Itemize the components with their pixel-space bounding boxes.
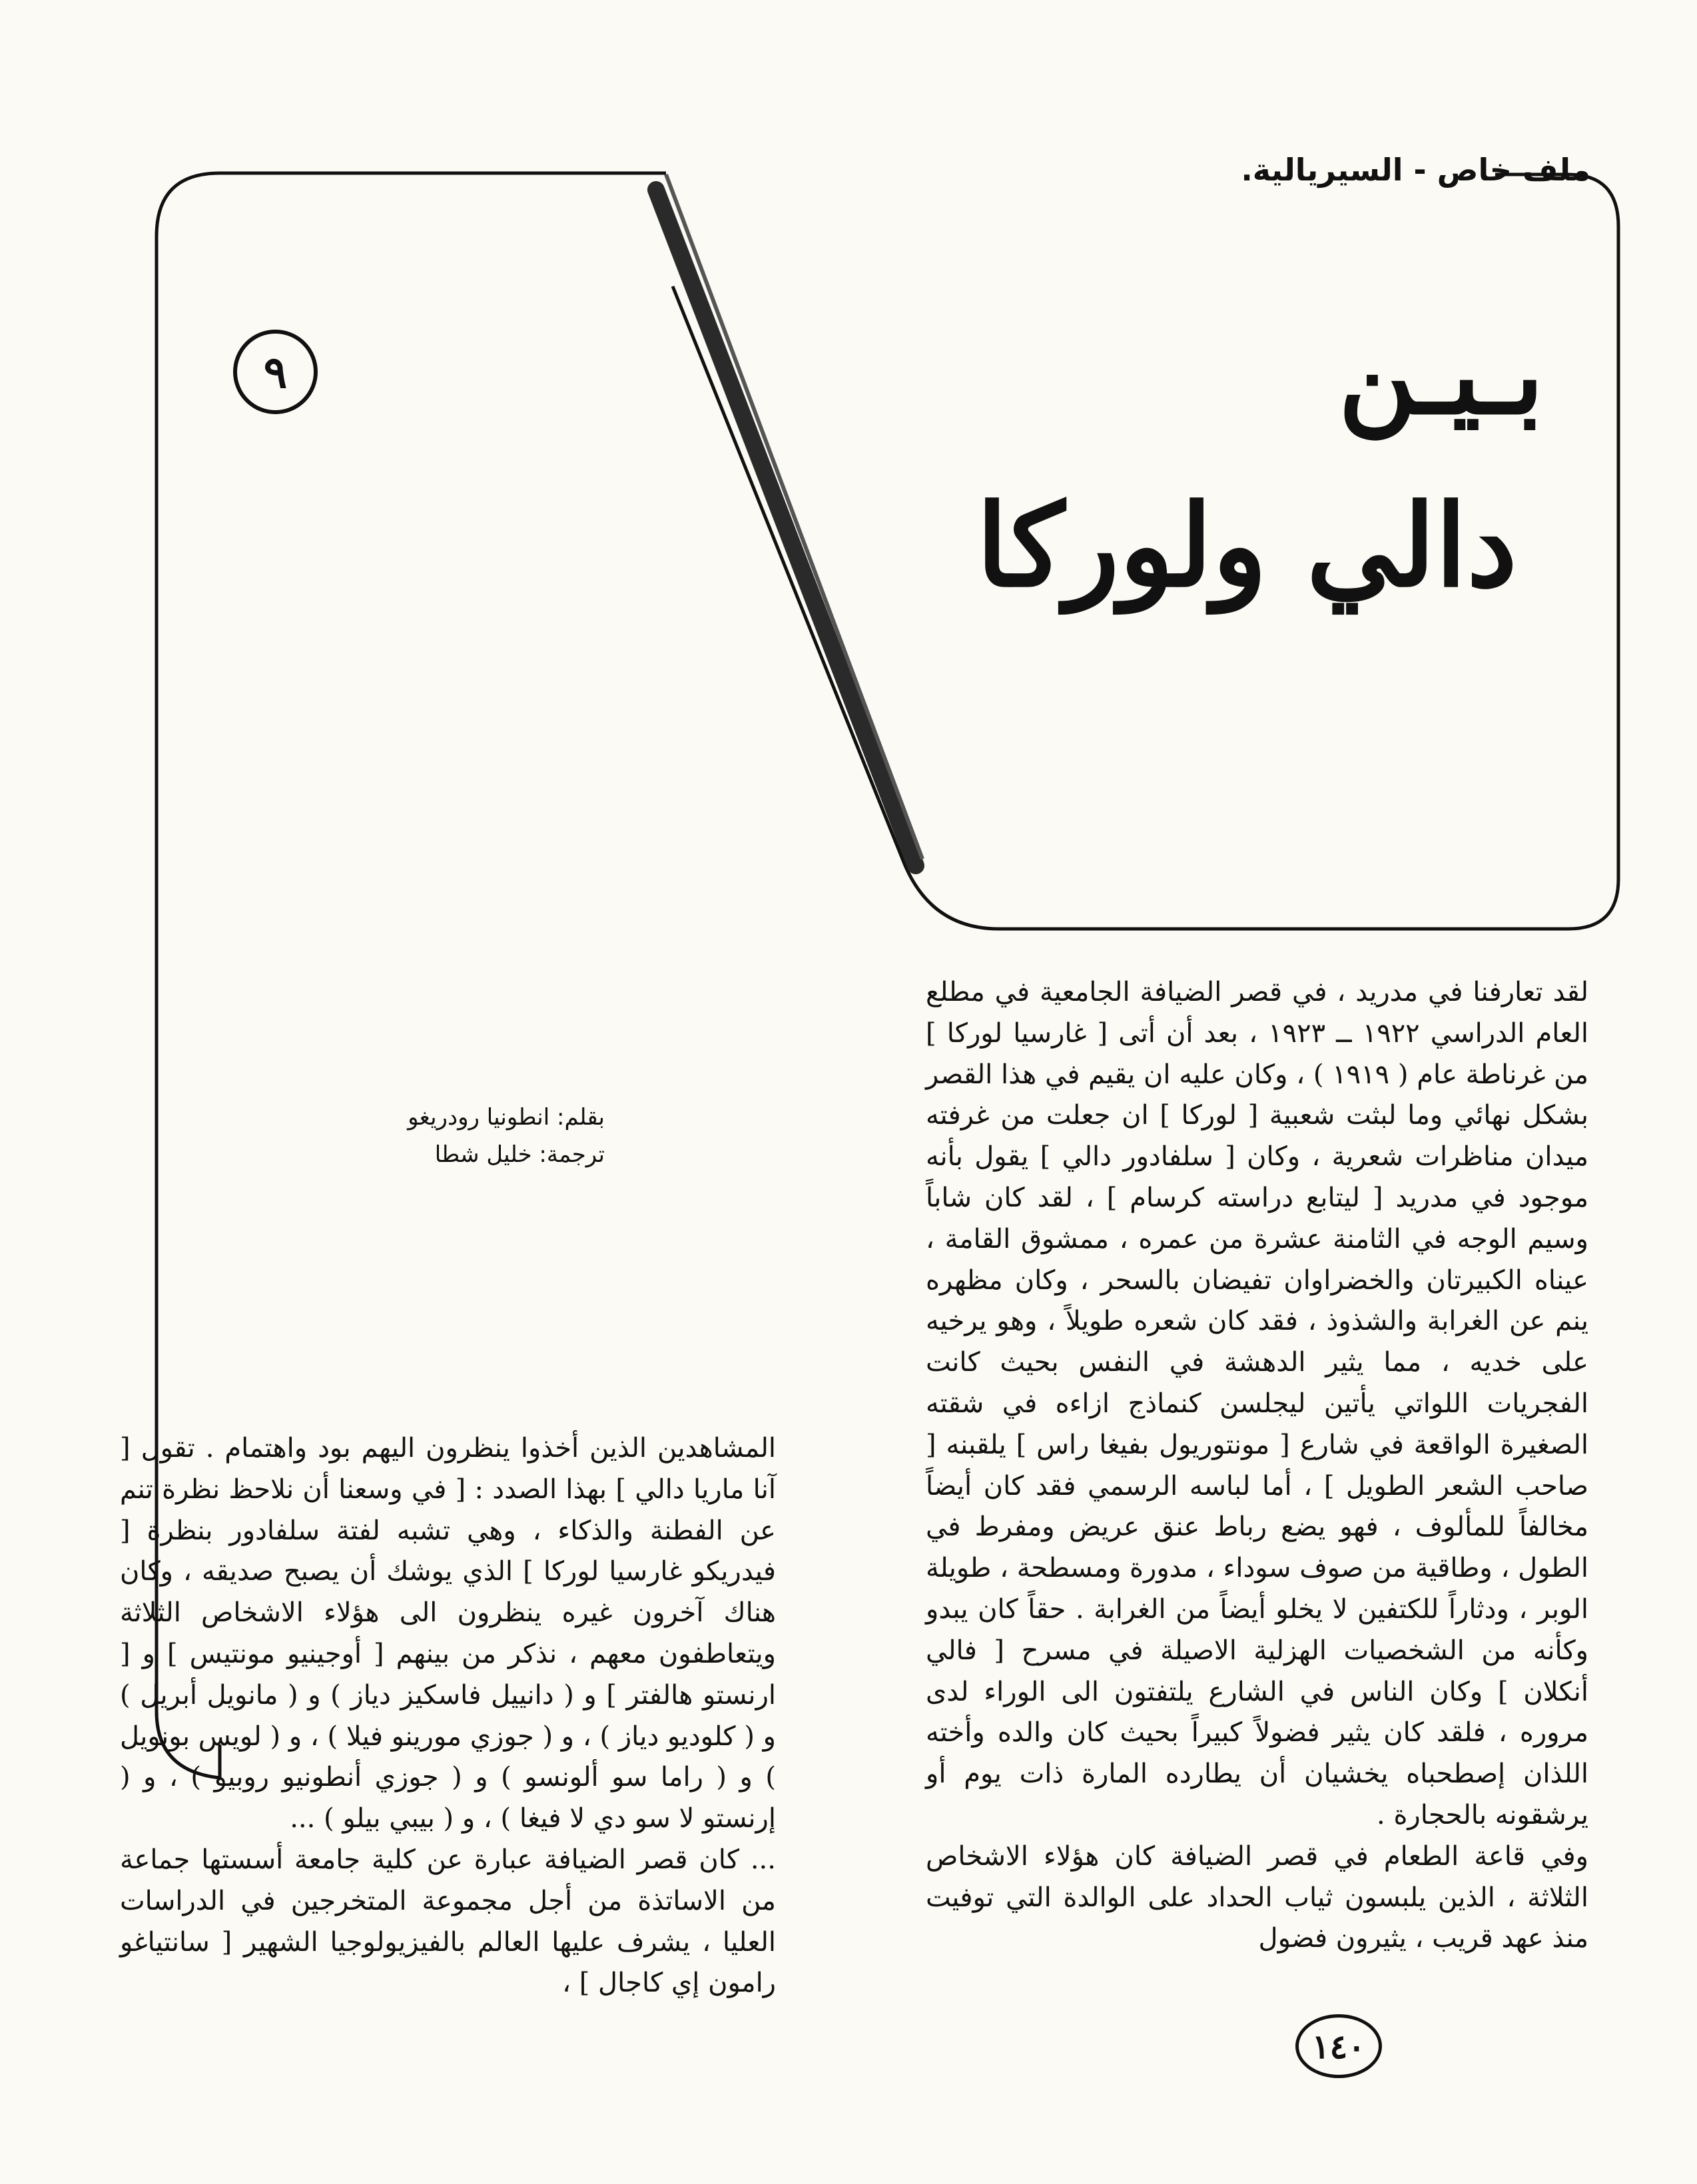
- paragraph: وفي قاعة الطعام في قصر الضيافة كان هؤلاء الاشخاص الثلاثة ، الذين يلبسون ثياب الحداد على الوالدة التي توفيت منذ عهد قريب ، يثيرون فضول: [926, 1840, 1588, 1954]
- issue-number: ٩: [263, 346, 288, 398]
- issue-number-badge: [233, 330, 318, 414]
- paragraph: لقد تعارفنا في مدريد ، في قصر الضيافة الجامعية في مطلع العام الدراسي ١٩٢٢ ــ ١٩٢٣ ، بعد أن أتى [ غارسيا لوركا ] من غرناطة عام ( ١٩١٩ ) ، وكان عليه ان يقيم في هذا القصر بشكل نهائي وما لبثت شعبية [ لوركا ] ان جعلت من غرفته ميدان مناظرات شعرية ، وكان [ سلفادور دالي ] يقول بأنه موجود في مدريد [ ليتابع دراسته كرسام ] ، لقد كان شاباً وسيم الوجه في الثامنة عشرة من عمره ، ممشوق القامة ، عيناه الكبيرتان والخضراوان تفيضان بالسحر ، وكان مظهره ينم عن الغرابة والشذوذ ، فقد كان شعره طويلاً ، وهو يرخيه على خديه ، مما يثير الدهشة في النفس بحيث كانت الفجريات اللواتي يأتين ليجلسن كنماذج ازاءه في شقته الصغيرة الواقعة في شارع [ مونتوريول بفيغا راس ] يلقبنه [ صاحب الشعر الطويل ] ، أما لباسه الرسمي فقد كان أيضاً مخالفاً للمألوف ، فهو يضع رباط عنق عريض ومفرط في الطول ، وطاقية من صوف سوداء ، مدورة ومسطحة ، طويلة الوبر ، ودثاراً للكتفين لا يخلو أيضاً من الغرابة . حقاً كان يبدو وكأنه من الشخصيات الهزلية الاصيلة في مسرح [ فالي أنكلان ] وكان الناس في الشارع يلتفتون الى الوراء لدى مروره ، فلقد كان يثير فضولاً كبيراً بحيث كان والده وأخته اللذان إصطحباه يخشيان أن يطارده المارة ذات يوم أو يرشقونه بالحجارة .: [926, 977, 1589, 1830]
- paragraph: ... كان قصر الضيافة عبارة عن كلية جامعة أسستها جماعة من الاساتذة من أجل مجموعة المتخرجين في الدراسات العليا ، يشرف عليها العالم بالفيزيولوجيا الشهير [ سانتياغو رامون إي كاجال ] ،: [120, 1844, 776, 1999]
- article-title-line-2: دالي ولوركا: [976, 479, 1517, 613]
- translator-credit: ترجمة: خليل شطا: [434, 1141, 605, 1168]
- page-number: ١٤٠: [1311, 2026, 1366, 2066]
- article-column-right: [926, 972, 1588, 1960]
- article-title-line-1: بـيـن: [1338, 313, 1544, 438]
- page-number-badge: [1295, 2014, 1382, 2078]
- paragraph: المشاهدين الذين أخذوا ينظرون اليهم بود واهتمام . تقول [ آنا ماريا دالي ] بهذا الصدد : [ في وسعنا أن نلاحظ نظرة تنم عن الفطنة والذكاء ، وهي تشبه لفتة سلفادور بنظرة [ فيدريكو غارسيا لوركا ] الذي يوشك أن يصبح صديقه ، وكان هناك آخرون غيره ينظرون الى هؤلاء الاشخاص الثلاثة ويتعاطفون معهم ، نذكر من بينهم [ أوجينيو مونتيس ] و [ ارنستو هالفتر ] و ( دانييل فاسكيز دياز ) و ( مانويل أبريل ) و ( كلوديو دياز ) ، و ( جوزي مورينو فيلا ) ، و ( لويس بونويل ) و ( راما سو ألونسو ) و ( جوزي أنطونيو روبيو ) ، و ( إرنستو لا سو دي لا فيغا ) ، و ( بيبي بيلو ) ...: [120, 1433, 777, 1834]
- section-header: ملف خاص - السيريالية.: [1241, 152, 1590, 188]
- article-credits: [232, 1099, 605, 1173]
- article-column-left: [120, 1428, 776, 2004]
- author-credit: بقلم: انطونيا رودريغو: [408, 1104, 605, 1131]
